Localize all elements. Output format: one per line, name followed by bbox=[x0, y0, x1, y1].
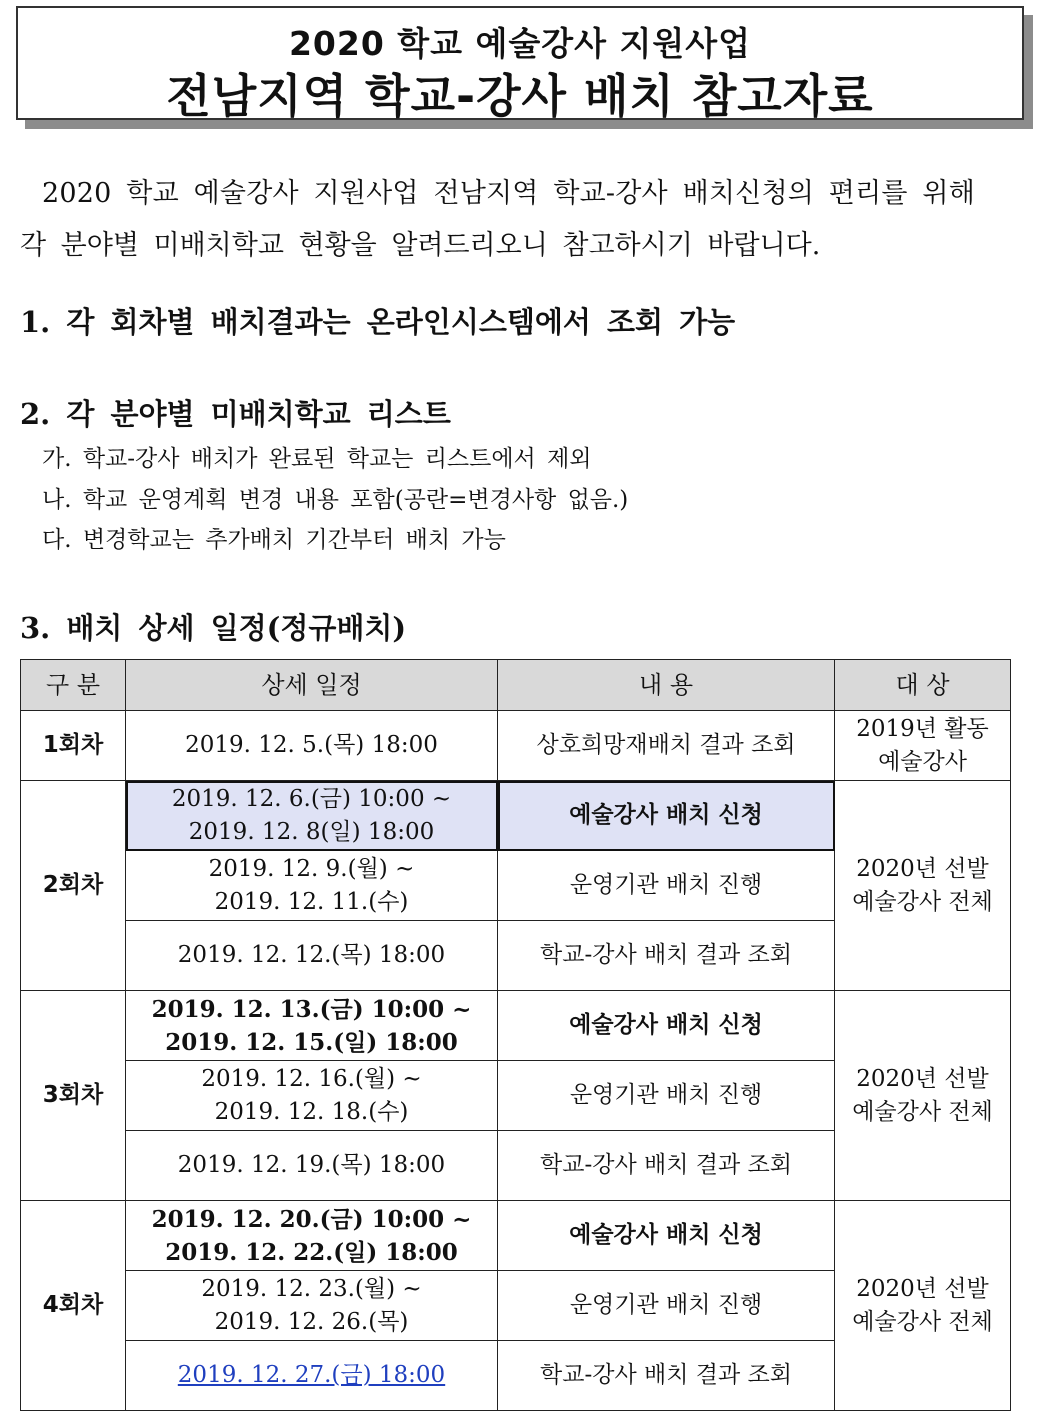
schedule-date: 2019. 12. 23.(월) ~ 2019. 12. 26.(목) bbox=[126, 1271, 498, 1341]
schedule-date-link[interactable] bbox=[126, 1341, 498, 1411]
target-cell: 2020년 선발 예술강사 전체 bbox=[835, 1201, 1011, 1411]
section-2-item-na: 나. 학교 운영계획 변경 내용 포함(공란=변경사항 없음.) bbox=[42, 487, 629, 513]
section-2-item-ga: 가. 학교-강사 배치가 완료된 학교는 리스트에서 제외 bbox=[42, 446, 592, 472]
header-round: 구 분 bbox=[21, 660, 126, 711]
intro-paragraph bbox=[20, 168, 1020, 272]
schedule-content: 예술강사 배치 신청 bbox=[498, 991, 835, 1061]
header-target: 대 상 bbox=[835, 660, 1011, 711]
section-1-heading: 1. 각 회차별 배치결과는 온라인시스템에서 조회 가능 bbox=[20, 305, 736, 339]
section-2-item-da: 다. 변경학교는 추가배치 기간부터 배치 가능 bbox=[42, 527, 506, 553]
schedule-date: 2019. 12. 13.(금) 10:00 ~ 2019. 12. 15.(일) 18:00 bbox=[126, 991, 498, 1061]
schedule-date: 2019. 12. 5.(목) 18:00 bbox=[126, 711, 498, 781]
header-schedule: 상세 일정 bbox=[126, 660, 498, 711]
schedule-content-highlighted: 예술강사 배치 신청 bbox=[498, 781, 835, 851]
round-label: 3회차 bbox=[21, 991, 126, 1201]
schedule-content: 운영기관 배치 진행 bbox=[498, 851, 835, 921]
table-row bbox=[21, 781, 1011, 851]
round-label: 1회차 bbox=[21, 711, 126, 781]
round-label: 2회차 bbox=[21, 781, 126, 991]
schedule-date: 2019. 12. 12.(목) 18:00 bbox=[126, 921, 498, 991]
schedule-content: 학교-강사 배치 결과 조회 bbox=[498, 1341, 835, 1411]
intro-line-2: 각 분야별 미배치학교 현황을 알려드리오니 참고하시기 바랍니다. bbox=[20, 230, 821, 261]
schedule-content: 학교-강사 배치 결과 조회 bbox=[498, 1131, 835, 1201]
target-cell: 2020년 선발 예술강사 전체 bbox=[835, 991, 1011, 1201]
schedule-date-highlighted: 2019. 12. 6.(금) 10:00 ~ 2019. 12. 8(일) 18:00 bbox=[126, 781, 498, 851]
schedule-date: 2019. 12. 9.(월) ~ 2019. 12. 11.(수) bbox=[126, 851, 498, 921]
table-row bbox=[21, 991, 1011, 1061]
schedule-date: 2019. 12. 19.(목) 18:00 bbox=[126, 1131, 498, 1201]
title-line-1: 2020 학교 예술강사 지원사업 bbox=[288, 24, 752, 63]
schedule-content: 운영기관 배치 진행 bbox=[498, 1061, 835, 1131]
date-link[interactable]: 2019. 12. 27.(금) 18:00 bbox=[177, 1362, 446, 1388]
schedule-table bbox=[20, 659, 1011, 1411]
schedule-content: 예술강사 배치 신청 bbox=[498, 1201, 835, 1271]
schedule-date: 2019. 12. 20.(금) 10:00 ~ 2019. 12. 22.(일) 18:00 bbox=[126, 1201, 498, 1271]
table-row bbox=[21, 1201, 1011, 1271]
schedule-content: 운영기관 배치 진행 bbox=[498, 1271, 835, 1341]
title-line-2: 전남지역 학교-강사 배치 참고자료 bbox=[166, 69, 874, 123]
target-cell: 2019년 활동 예술강사 bbox=[835, 711, 1011, 781]
title-box bbox=[16, 6, 1024, 123]
schedule-content: 학교-강사 배치 결과 조회 bbox=[498, 921, 835, 991]
table-header-row bbox=[21, 660, 1011, 711]
header-content: 내 용 bbox=[498, 660, 835, 711]
schedule-date: 2019. 12. 16.(월) ~ 2019. 12. 18.(수) bbox=[126, 1061, 498, 1131]
target-cell: 2020년 선발 예술강사 전체 bbox=[835, 781, 1011, 991]
intro-line-1: 2020 학교 예술강사 지원사업 전남지역 학교-강사 배치신청의 편리를 위해 bbox=[42, 178, 975, 209]
schedule-content: 상호희망재배치 결과 조회 bbox=[498, 711, 835, 781]
section-2-heading: 2. 각 분야별 미배치학교 리스트 bbox=[20, 397, 451, 431]
round-label: 4회차 bbox=[21, 1201, 126, 1411]
section-3-heading: 3. 배치 상세 일정(정규배치) bbox=[20, 611, 407, 645]
table-row bbox=[21, 711, 1011, 781]
